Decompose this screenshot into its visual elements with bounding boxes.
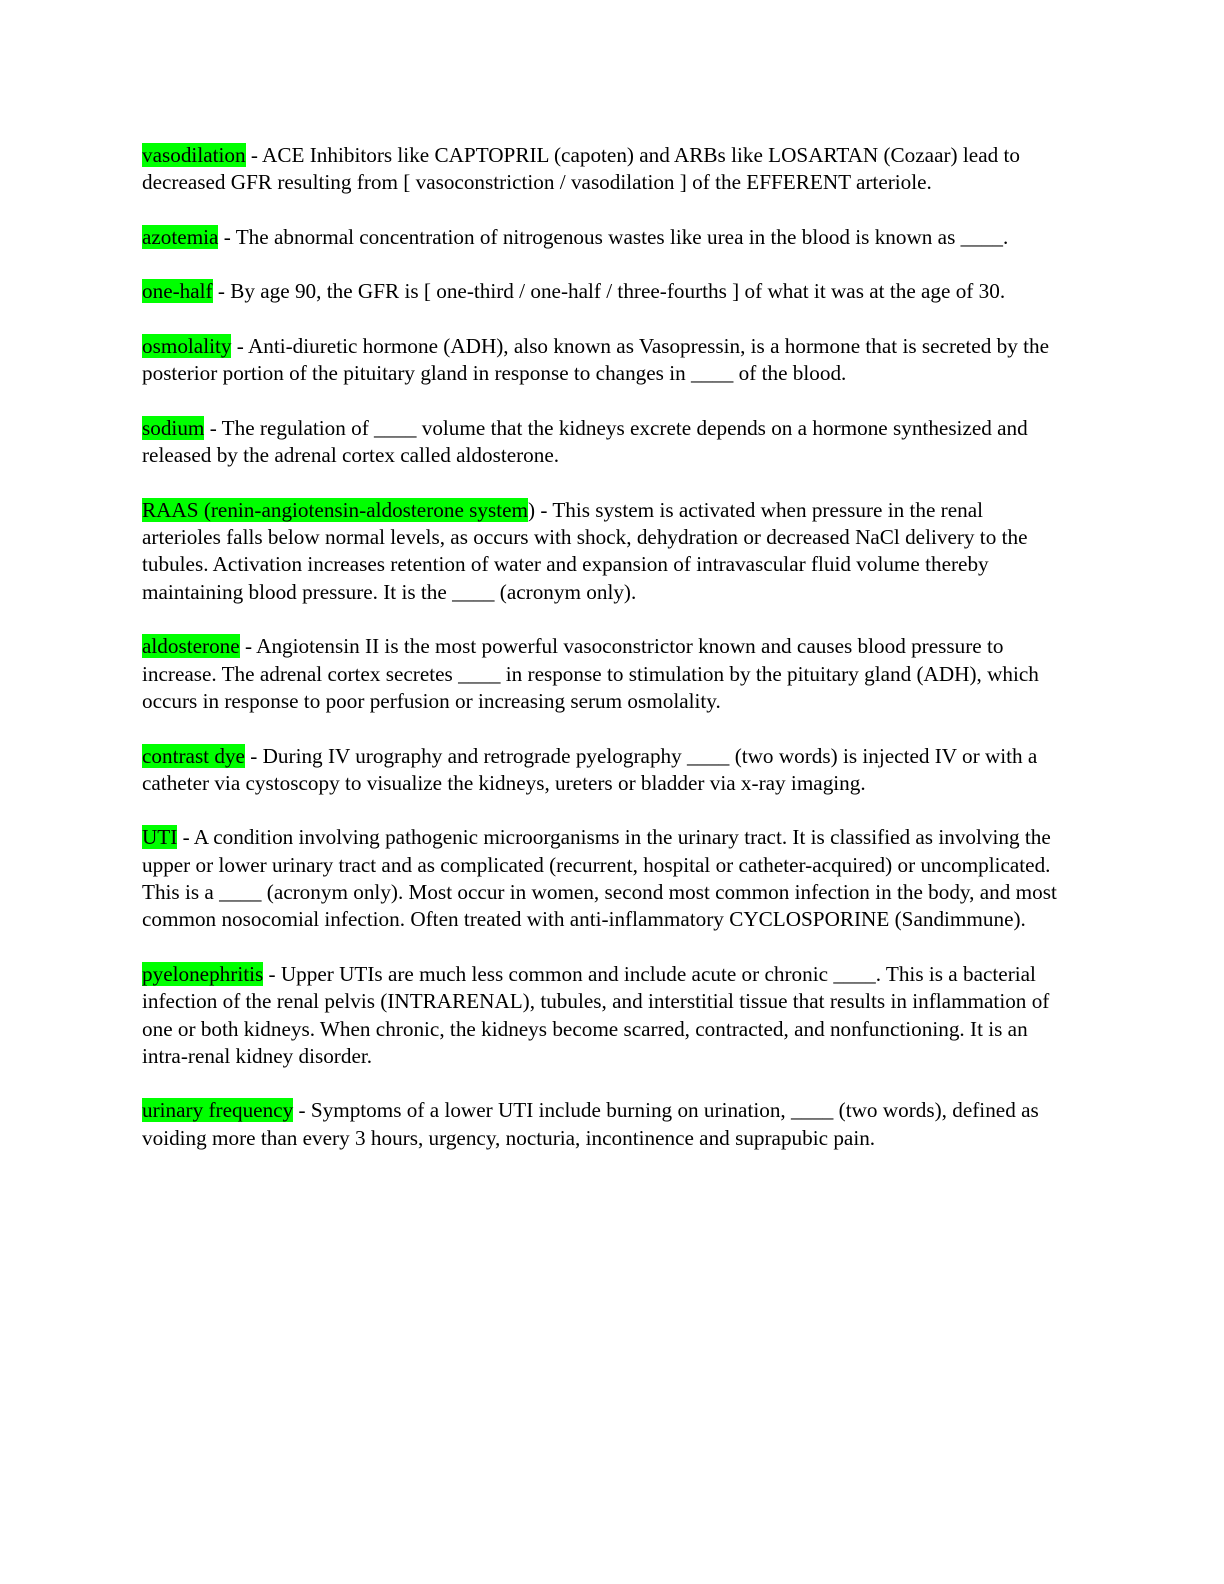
entry-raas — [142, 497, 1067, 606]
entry-text: - The abnormal concentration of nitrogenous wastes like urea in the blood is known as ____. — [218, 224, 1009, 249]
entry-text: - During IV urography and retrograde pyelography ____ (two words) is injected IV or with a catheter via cystoscopy to visualize the kidneys, ureters or bladder via x-ray imaging. — [142, 743, 1038, 795]
answer-highlight: RAAS (renin-angiotensin-aldosterone system — [142, 497, 529, 522]
answer-highlight: aldosterone — [142, 634, 240, 659]
entry-text: - By age 90, the GFR is [ one-third / one-half / three-fourths ] of what it was at the age of 30. — [212, 279, 1006, 304]
entry-text: - ACE Inhibitors like CAPTOPRIL (capoten) and ARBs like LOSARTAN (Cozaar) lead to decreased GFR resulting from [ vasoconstriction / vasodilation ] of the EFFERENT arteriole. — [142, 143, 1020, 195]
entry-text: - Angiotensin II is the most powerful vasoconstrictor known and causes blood pressure to increase. The adrenal cortex secretes ____ in response to stimulation by the pituitary gland (ADH), which occurs in response to poor perfusion or increasing serum osmolality. — [142, 634, 1039, 713]
entry-vasodilation — [142, 142, 1067, 197]
answer-highlight: pyelonephritis — [142, 961, 264, 986]
entry-sodium — [142, 415, 1067, 470]
answer-highlight: one-half — [142, 279, 213, 304]
entry-text: - Symptoms of a lower UTI include burning on urination, ____ (two words), defined as voiding more than every 3 hours, urgency, nocturia, incontinence and suprapubic pain. — [142, 1098, 1039, 1150]
entry-osmolality — [142, 333, 1067, 388]
document-page — [142, 142, 1067, 1179]
answer-highlight: UTI — [142, 825, 178, 850]
entry-text: - A condition involving pathogenic microorganisms in the urinary tract. It is classified as involving the upper or lower urinary tract and as complicated (recurrent, hospital or catheter-acquired) or uncomplicated. This is a ____ (acronym only). Most occur in women, second most common infection in the body, and most common nosocomial infection. Often treated with anti-inflammatory CYCLOSPORINE (Sandimmune). — [142, 825, 1057, 932]
answer-highlight: contrast dye — [142, 743, 245, 768]
entry-pyelonephritis — [142, 961, 1067, 1070]
answer-highlight: vasodilation — [142, 143, 246, 167]
entry-text: - Anti-diuretic hormone (ADH), also known as Vasopressin, is a hormone that is secreted by the posterior portion of the pituitary gland in response to changes in ____ of the blood. — [142, 334, 1049, 386]
entry-aldosterone — [142, 633, 1067, 715]
entry-urinary-frequency — [142, 1097, 1067, 1152]
entry-text: - The regulation of ____ volume that the kidneys excrete depends on a hormone synthesized and released by the adrenal cortex called aldosterone. — [142, 415, 1028, 468]
entry-one-half — [142, 278, 1067, 305]
entry-contrast-dye — [142, 743, 1067, 798]
answer-highlight: osmolality — [142, 334, 232, 359]
answer-highlight: azotemia — [142, 224, 219, 249]
entry-azotemia — [142, 224, 1067, 251]
entry-text: ) - This system is activated when pressure in the renal arterioles falls below normal levels, as occurs with shock, dehydration or decreased NaCl delivery to the tubules. Activation increases retention of water and expansion of intravascular fluid volume thereby maintaining blood pressure. It is the ____ (acronym only). — [142, 497, 1028, 604]
answer-highlight: urinary frequency — [142, 1098, 294, 1123]
entry-uti — [142, 824, 1067, 933]
entry-text: - Upper UTIs are much less common and include acute or chronic ____. This is a bacterial infection of the renal pelvis (INTRARENAL), tubules, and interstitial tissue that results in inflammation of one or both kidneys. When chronic, the kidneys become scarred, contracted, and nonfunctioning. It is an intra-renal kidney disorder. — [142, 961, 1050, 1068]
answer-highlight: sodium — [142, 415, 205, 440]
